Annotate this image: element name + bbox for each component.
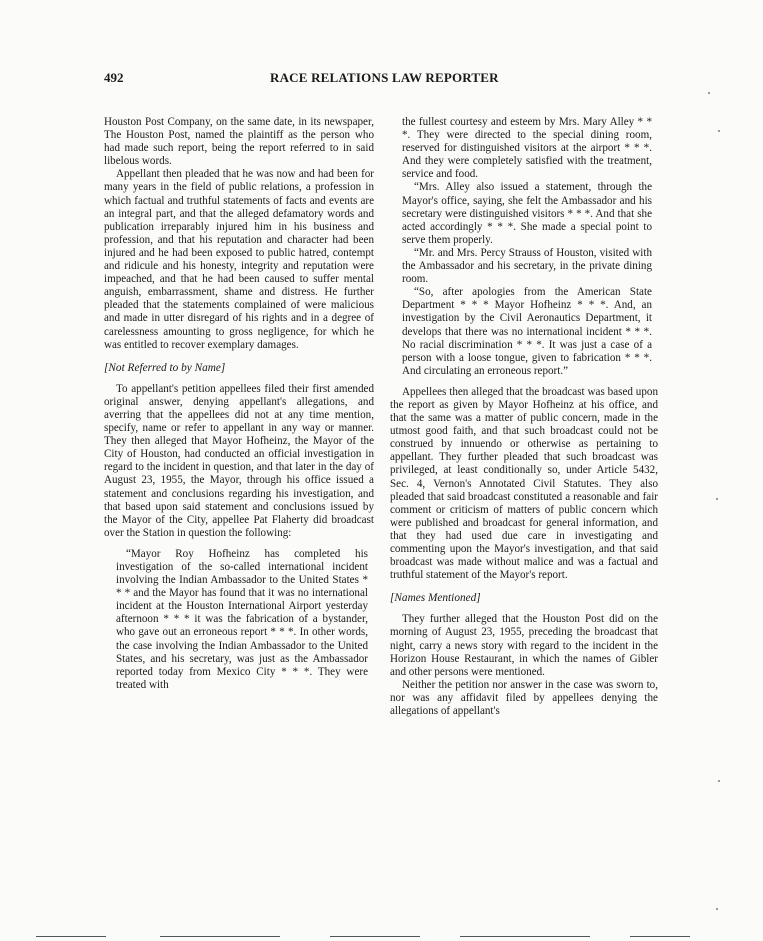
quote-paragraph: “So, after apologies from the American State Department * * * Mayor Hofheinz * * *. And, an investigation by the Civil Aeronautics Department, it develops that there was no international incident * * *. No racial discrimination * * *. It was just a case of a person with a loose tongue, given to fabrication * * *. And circulating an erroneous report.” [402, 286, 652, 377]
right-column [390, 116, 658, 718]
paragraph: To appellant's petition appellees filed their first amended original answer, denying appellant's allegations, and averring that the appellees did not at any time mention, specify, name or refer to appellant in any way or manner. They then alleged that Mayor Hofheinz, the Mayor of the City of Houston, had conducted an official investigation in regard to the incident in question, and that later in the day of August 23, 1955, the Mayor, through his office issued a statement and conclusions regarding his investigation, and that based upon said statement and conclusions issued by the Mayor of the City, appellee Pat Flaherty did broadcast over the Station in question the following: [104, 382, 374, 539]
scan-speck [718, 780, 720, 782]
scan-artifact-line [330, 936, 420, 937]
block-quote [116, 548, 374, 692]
paragraph: Appellant then pleaded that he was now and had been for many years in the field of public relations, a profession in which factual and truthful statements of facts and events are an integral part, and that the alleged defamatory words and publication irreparably injured him in his business and profession, and that his reputation and character had been injured and he had been exposed to public hatred, contempt and ridicule and his honesty, integrity and reputation were impeached, and that he had been caused to suffer mental anguish, embarrassment, shame and distress. He further pleaded that the statements complained of were malicious and made in utter disregard of his rights and in a degree of carelessness amounting to gross negligence, for which he was entitled to recover exemplary damages. [104, 168, 374, 351]
paragraph: Neither the petition nor answer in the case was sworn to, nor was any affidavit filed by appellees denying the allegations of appellant's [390, 678, 658, 718]
quote-paragraph: the fullest courtesy and esteem by Mrs. Mary Alley * * *. They were directed to the special dining room, reserved for distinguished visitors at the airport * * *. And they were completely satisfied with the treatment, service and food. [402, 116, 652, 181]
paragraph: Houston Post Company, on the same date, in its newspaper, The Houston Post, named the plaintiff as the person who had made such report, being the report referred to in said libelous words. [104, 116, 374, 168]
scan-artifact-line [460, 936, 590, 937]
scan-artifact-line [160, 936, 280, 937]
quote-paragraph: “Mrs. Alley also issued a statement, through the Mayor's office, saying, she felt the Ambassador and his secretary were distinguished visitors * * *. And that she acted accordingly * * *. She made a special point to serve them properly. [402, 181, 652, 246]
scan-artifact-line [630, 936, 690, 937]
page-number: 492 [104, 70, 124, 85]
running-title: RACE RELATIONS LAW REPORTER [270, 70, 499, 85]
section-heading: [Not Referred to by Name] [104, 361, 226, 374]
scan-speck [708, 92, 710, 94]
left-column [104, 116, 374, 692]
scan-speck [716, 498, 718, 500]
section-heading: [Names Mentioned] [390, 592, 481, 605]
quote-paragraph: “Mr. and Mrs. Percy Strauss of Houston, visited with the Ambassador and his secretary, in the private dining room. [402, 246, 652, 286]
quote-paragraph: “Mayor Roy Hofheinz has completed his investigation of the so-called international incident involving the Indian Ambassador to the United States * * * and the Mayor has found that it was no international incident at the Houston International Airport yesterday afternoon * * * it was the fabrication of a bystander, who gave out an erroneous report * * *. In other words, the case involving the Indian Ambassador to the United States, and his secretary, was just as the Ambassador reported today from Mexico City * * *. They were treated with [116, 547, 368, 691]
scan-speck [716, 908, 718, 910]
paragraph: Appellees then alleged that the broadcast was based upon the report as given by Mayor Hofheinz at his office, and that the same was a matter of public concern, made in the utmost good faith, and that such broadcast could not be construed by innuendo or otherwise as pertaining to appellant. They further pleaded that such broadcast was privileged, at least conditionally so, under Article 5432, Sec. 4, Vernon's Annotated Civil Statutes. They also pleaded that said broadcast constituted a reasonable and fair comment or criticism of matters of public concern which were published and broadcast for general information, and that they had used due care in investigating and commenting upon the Mayor's investigation, and that said broadcast was made without malice and was a factual and truthful statement of the Mayor's report. [390, 385, 658, 582]
scan-speck [718, 130, 720, 132]
paragraph: They further alleged that the Houston Post did on the morning of August 23, 1955, preceding the broadcast that night, carry a news story with regard to the incident in the Horizon House Restaurant, in which the names of Gibler and other persons were mentioned. [390, 613, 658, 678]
block-quote-continued [402, 116, 658, 378]
scan-artifact-line [36, 936, 106, 937]
